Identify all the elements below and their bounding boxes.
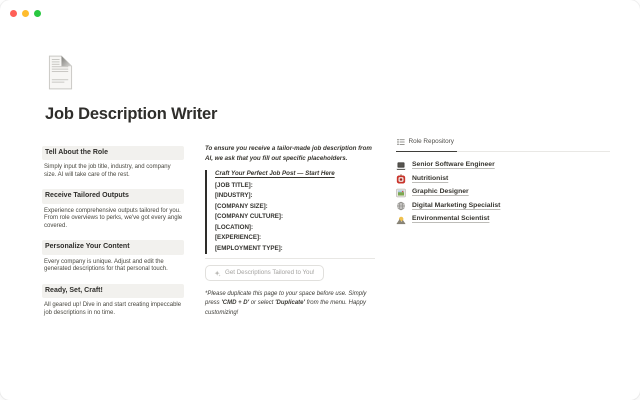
- feature-description: Experience comprehensive outputs tailored for you. From role overviews to perks, we've got every angle covered.: [44, 207, 183, 229]
- feature-heading: Ready, Set, Craft!: [42, 284, 184, 298]
- window-controls: [10, 10, 41, 17]
- note-text: or select: [249, 300, 276, 307]
- minimize-window-button[interactable]: [22, 10, 29, 17]
- feature-heading: Personalize Your Content: [42, 240, 184, 254]
- role-page-link[interactable]: [396, 159, 610, 173]
- instructions-column: [205, 144, 375, 319]
- note-shortcut: 'CMD + D': [221, 300, 250, 307]
- role-page-title: Nutritionist: [412, 174, 449, 182]
- placeholder-line: [INDUSTRY]:: [215, 192, 253, 200]
- role-list: [396, 159, 610, 227]
- tab-role-repository[interactable]: [396, 136, 457, 152]
- get-descriptions-button[interactable]: [205, 265, 324, 281]
- sparkle-icon: [214, 270, 221, 277]
- start-here-link[interactable]: Craft Your Perfect Job Post — Start Here: [215, 169, 335, 177]
- feature-section: [42, 284, 184, 317]
- note-duplicate-word: 'Duplicate': [275, 300, 305, 307]
- apple-icon: [396, 174, 406, 184]
- role-page-link[interactable]: [396, 213, 610, 227]
- features-column: [42, 146, 184, 327]
- placeholder-line: [COMPANY CULTURE]:: [215, 213, 284, 221]
- close-window-button[interactable]: [10, 10, 17, 17]
- placeholder-quote-block: [205, 170, 375, 255]
- placeholder-line: [LOCATION]:: [215, 223, 254, 231]
- laptop-icon: [396, 161, 406, 171]
- role-page-title: Senior Software Engineer: [412, 161, 495, 169]
- feature-heading: Receive Tailored Outputs: [42, 189, 184, 203]
- role-page-title: Graphic Designer: [412, 188, 469, 196]
- role-page-title: Digital Marketing Specialist: [412, 201, 501, 209]
- placeholder-line: [JOB TITLE]:: [215, 181, 253, 189]
- placeholder-line: [COMPANY SIZE]:: [215, 202, 268, 210]
- placeholder-line: [EMPLOYMENT TYPE]:: [215, 244, 283, 252]
- note-text: from the menu. Happy customizing!: [205, 300, 366, 317]
- get-descriptions-label: Get Descriptions Tailored to You!: [225, 269, 315, 277]
- database-tab-bar: [396, 136, 610, 152]
- feature-description: Simply input the job title, industry, and company size. AI will take care of the rest.: [44, 164, 171, 178]
- duplicate-note: [205, 290, 375, 319]
- role-page-link[interactable]: [396, 186, 610, 200]
- placeholder-line: [EXPERIENCE]:: [215, 234, 262, 242]
- role-page-link[interactable]: [396, 200, 610, 214]
- framed-picture-icon: [396, 188, 406, 198]
- list-view-icon: [397, 138, 405, 146]
- globe-icon: [396, 201, 406, 211]
- tab-label: Role Repository: [408, 137, 454, 145]
- feature-description: All geared up! Dive in and start creating impeccable job descriptions in no time.: [44, 302, 182, 316]
- placeholder-list: [215, 181, 375, 255]
- page-title: Job Description Writer: [45, 105, 218, 123]
- role-repository-column: [396, 136, 610, 227]
- role-page-link[interactable]: [396, 173, 610, 187]
- feature-description: Every company is unique. Adjust and edit the generated descriptions for that personal touch.: [44, 258, 168, 273]
- zoom-window-button[interactable]: [34, 10, 41, 17]
- feature-section: [42, 189, 184, 230]
- feature-section: [42, 240, 184, 273]
- role-page-title: Environmental Scientist: [412, 215, 490, 223]
- intro-text: To ensure you receive a tailor-made job description from AI, we ask that you fill out specific placeholders.: [205, 145, 372, 162]
- note-text: *Please duplicate this page to your space before use. Simply press: [205, 290, 367, 307]
- document-page-icon[interactable]: [47, 54, 74, 91]
- feature-heading: Tell About the Role: [42, 146, 184, 160]
- feature-section: [42, 146, 184, 179]
- divider: [205, 258, 375, 259]
- mountain-sunrise-icon: [396, 215, 406, 225]
